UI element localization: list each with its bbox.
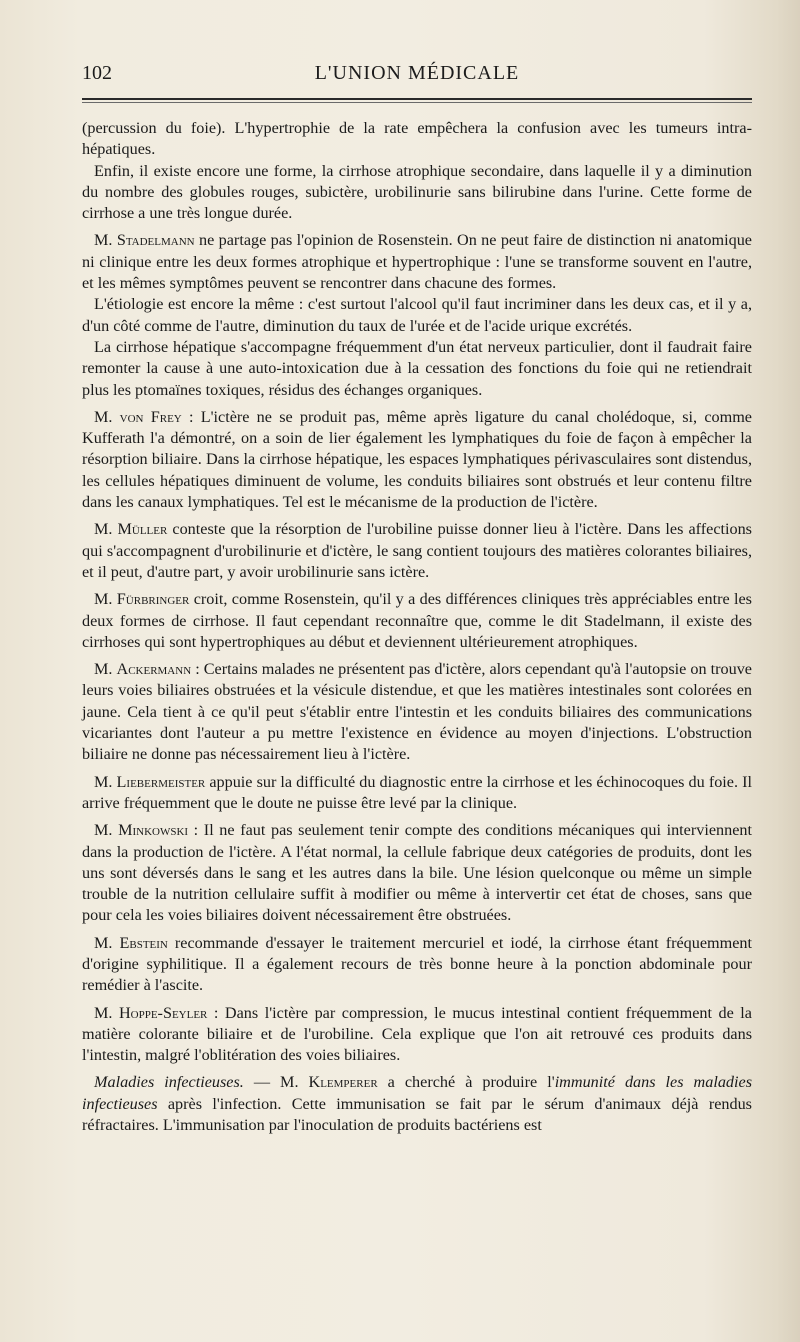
speaker-prefix: — M.	[243, 1073, 309, 1092]
header-rule	[82, 98, 752, 100]
paragraph-text: L'étiologie est encore la même : c'est surtout l'alcool qu'il faut incriminer dans les deux cas, et il y a, d'un côté comme de l'autre, diminution du taux de l'urée et de l'acide urique excrétés.	[82, 295, 752, 335]
paragraph-text: La cirrhose hépatique s'accompagne fréquemment d'un état nerveux particulier, dont il faudrait faire remonter la cause à une auto-intoxication due à la cessation des fonctions du foie qui ne retiendrait plus les ptomaïnes toxiques, résidus des échanges organiques.	[82, 337, 752, 399]
paragraph	[82, 772, 752, 815]
paragraph-text: ne partage pas l'opinion de Rosenstein. On ne peut faire de distinction ni anatomique ni clinique entre les deux formes atrophique et hypertrophique : l'une se transforme souvent en l'autre, et les mêmes symptômes peuvent se rencontrer dans chacune des formes.	[82, 231, 752, 293]
paragraph-text: conteste que la résorption de l'urobiline puisse donner lieu à l'ictère. Dans les affections qui s'accompagnent d'urobilinurie et d'ictère, le sang contient toujours des matières colorantes biliaires, et il peut, d'autre part, y avoir urobilinurie sans ictère.	[82, 520, 752, 581]
italic-phrase: immunité dans les maladies infectieuses	[82, 1073, 752, 1113]
paragraph	[82, 1003, 752, 1067]
paragraph-text: : Certains malades ne présentent pas d'ictère, alors cependant qu'à l'autopsie on trouve leurs voies biliaires obstruées et la vésicule distendue, et que les matières intestinales sont colorées en jaune. Cela tient à ce qu'il peut s'établir entre l'intestin et les conduits biliaires des communications vicariantes dont l'auteur a pu mettre l'existence en évidence au moyen d'injections. L'obstruction biliaire ne donne pas nécessairement lieu à l'ictère.	[82, 660, 752, 764]
speaker-prefix: M.	[94, 660, 117, 679]
speaker-prefix: M.	[94, 821, 119, 840]
running-title: L'UNION MÉDICALE	[314, 62, 520, 84]
speaker-name: Stadelmann	[116, 231, 195, 250]
speaker-name: Ackermann	[116, 660, 192, 679]
paragraph	[82, 1072, 752, 1136]
paragraph	[82, 161, 752, 225]
paragraph	[82, 337, 752, 401]
paragraph	[82, 519, 752, 583]
paragraph	[82, 118, 752, 161]
speaker-prefix: M.	[94, 520, 118, 539]
paragraph-text: : L'ictère ne se produit pas, même après ligature du canal cholédoque, si, comme Kufferath l'a démontré, on a soin de lier également les lymphatiques du foie de façon à empêcher la résorption biliaire. Dans la cirrhose hépatique, les espaces lymphatiques périvasculaires sont distendus, les cellules hépatiques diminuent de volume, les conduits biliaires sont obstrués et leur contenu filtre dans les canaux lymphatiques. Tel est le mécanisme de la production de l'ictère.	[82, 407, 752, 512]
section-heading: Maladies infectieuses.	[94, 1073, 244, 1092]
paragraph	[82, 933, 752, 997]
speaker-name: Minkowski	[118, 821, 189, 840]
paragraph-text: recommande d'essayer le traitement mercuriel et iodé, la cirrhose étant fréquemment d'origine syphilitique. Il a également recours de très bonne heure à la ponction abdominale pour remédier à l'ascite.	[82, 933, 752, 995]
page-number: 102	[82, 62, 112, 84]
paragraph-text: : Dans l'ictère par compression, le mucus intestinal contient fréquemment de la matière colorante biliaire et de l'urobiline. Cela explique que l'on ait retrouvé ces produits dans l'intestin, malgré l'oblitération des voies biliaires.	[82, 1003, 752, 1065]
speaker-prefix: M.	[94, 590, 117, 609]
paragraph	[82, 659, 752, 765]
paragraph	[82, 294, 752, 337]
paragraph-text: Enfin, il existe encore une forme, la cirrhose atrophique secondaire, dans laquelle il y a diminution du nombre des globules rouges, subictère, urobilinurie sans bilirubine dans l'urine. Cette forme de cirrhose a une très longue durée.	[82, 161, 752, 223]
speaker-name: von Frey	[119, 407, 182, 426]
page-header	[82, 62, 752, 92]
speaker-prefix: M.	[94, 407, 120, 426]
paragraph	[82, 820, 752, 926]
paragraph	[82, 589, 752, 653]
speaker-prefix: M.	[94, 772, 117, 791]
speaker-name: Liebermeister	[116, 772, 206, 791]
header-rule-thin	[82, 102, 752, 103]
body-text	[82, 118, 752, 1136]
paragraph-text: : Il ne faut pas seulement tenir compte des conditions mécaniques qui interviennent dans la production de l'ictère. A l'état normal, la cellule fabrique deux catégories de produits, dont les uns sont déversés dans le sang et les autres dans la bile. Une lésion quelconque ou même un simple trouble de la nutrition cellulaire suffit à modifier ou même à intervertir cet état de choses, sans que pour cela les voies biliaires doivent nécessairement être obstruées.	[82, 821, 752, 925]
speaker-name: Müller	[117, 520, 168, 539]
speaker-prefix: M.	[94, 933, 120, 952]
speaker-name: Ebstein	[119, 933, 168, 952]
speaker-name: Hoppe-Seyler	[118, 1003, 208, 1022]
paragraph	[82, 230, 752, 294]
paragraph-text: après l'infection. Cette immunisation se fait par le sérum d'animaux déjà rendus réfractaires. L'immunisation par l'inoculation de produits bactériens est	[82, 1094, 752, 1135]
paragraph	[82, 407, 752, 513]
speaker-name: Fürbringer	[116, 590, 190, 609]
speaker-prefix: M.	[94, 231, 117, 250]
paragraph-text: a cherché à produire l'	[377, 1073, 555, 1092]
paragraph-text: croit, comme Rosenstein, qu'il y a des différences cliniques très appréciables entre les deux formes de cirrhose. Il faut cependant reconnaître que, comme le dit Stadelmann, il existe des cirrhoses qui sont hypertrophiques au début et deviennent ultérieurement atrophiques.	[82, 590, 752, 651]
paragraph-text: (percussion du foie). L'hypertrophie de la rate empêchera la confusion avec les tumeurs intra-hépatiques.	[82, 119, 752, 159]
paragraph-text: appuie sur la difficulté du diagnostic entre la cirrhose et les échinocoques du foie. Il arrive fréquemment que le doute ne puisse être levé par la clinique.	[82, 772, 753, 812]
speaker-name: Klemperer	[308, 1073, 378, 1092]
speaker-prefix: M.	[94, 1003, 119, 1022]
